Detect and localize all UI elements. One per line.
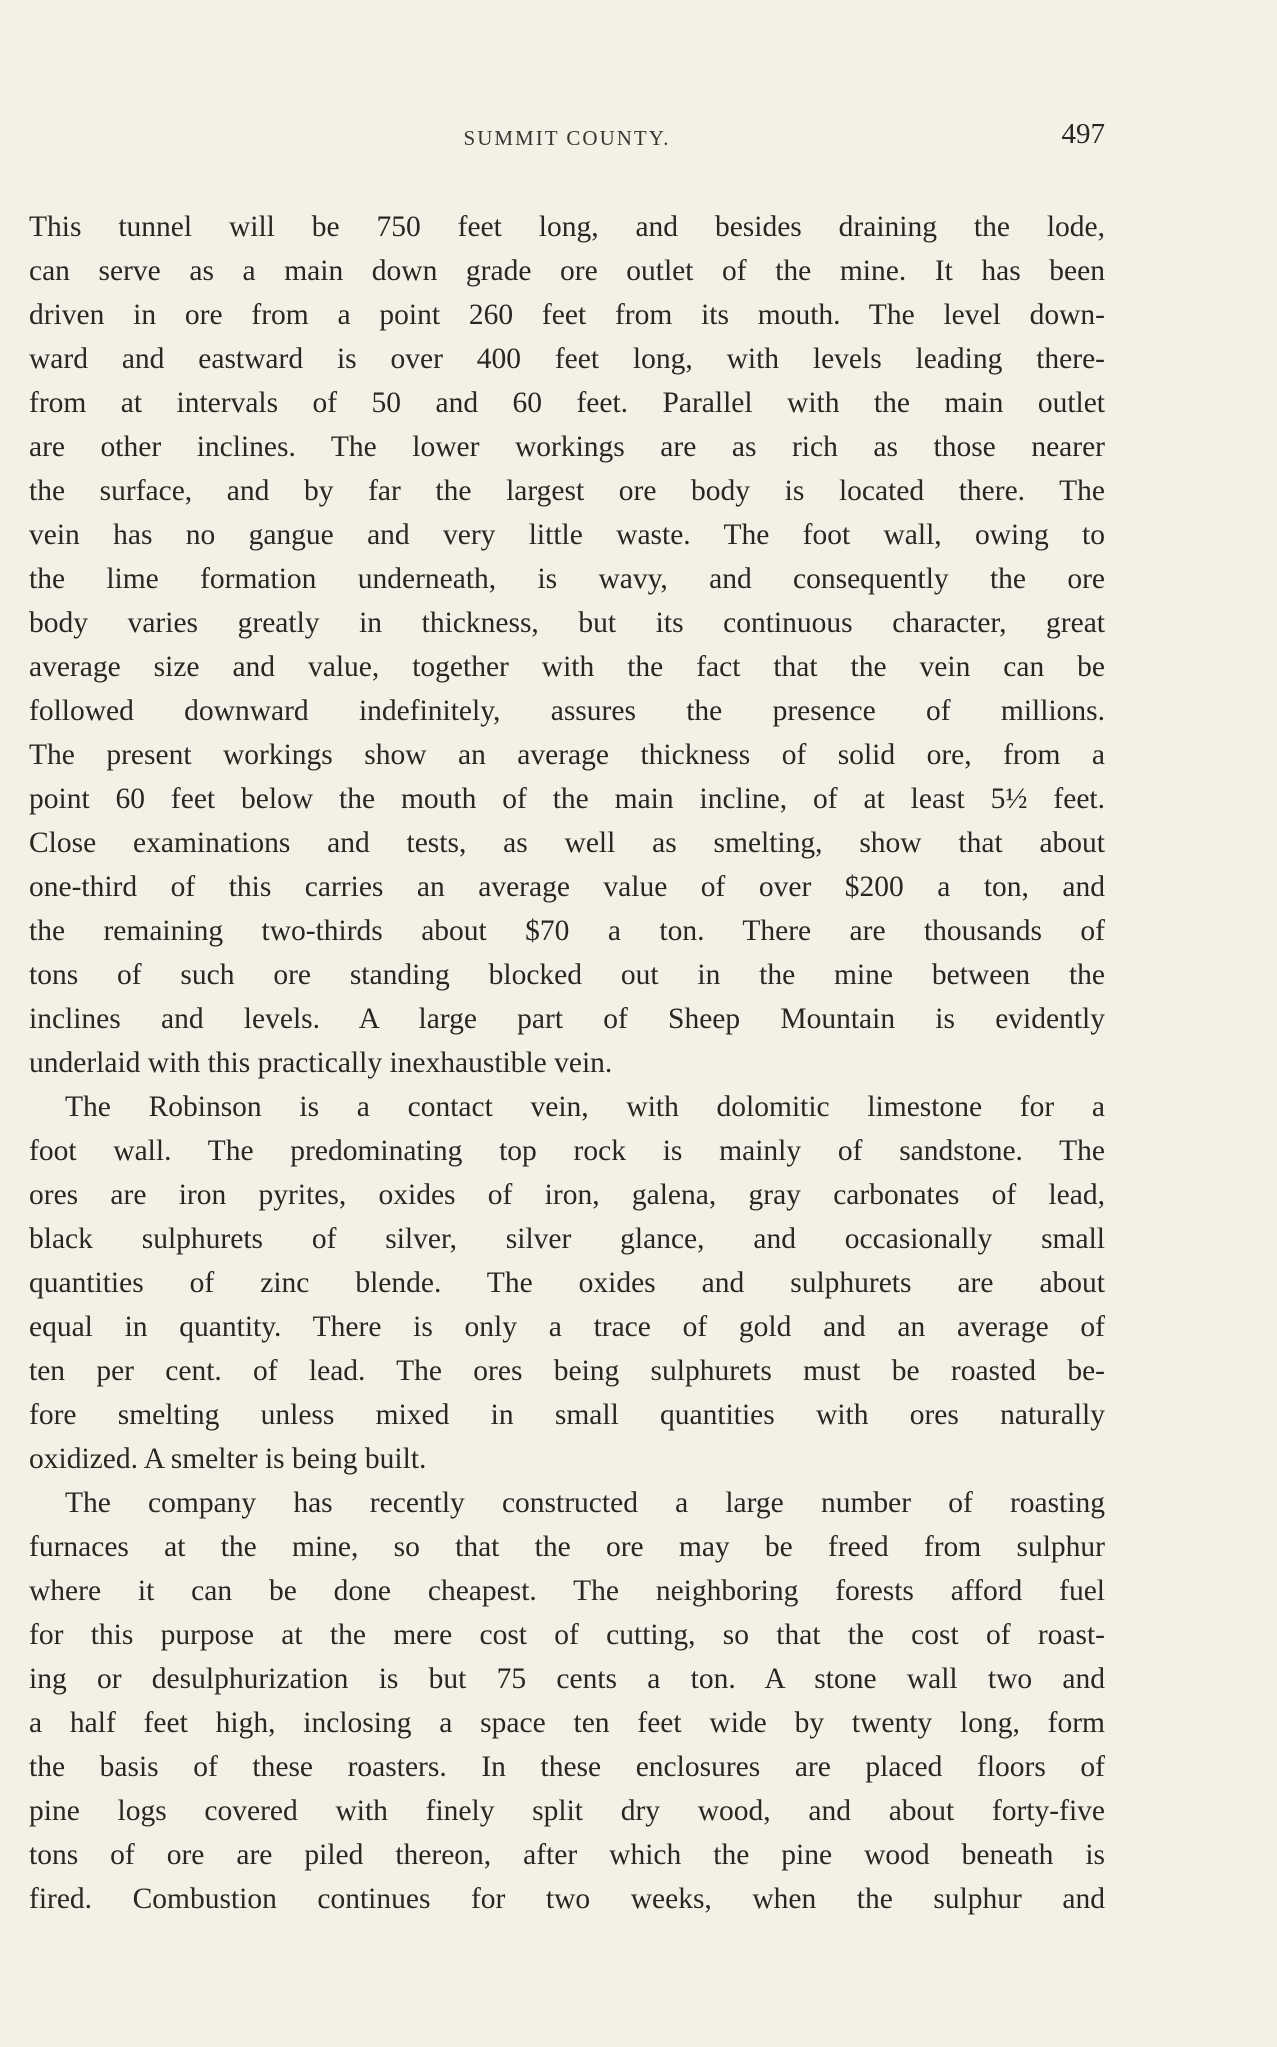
text-line: fore smelting unless mixed in small quantities with ores naturally [29,1399,1105,1431]
text-line: pine logs covered with finely split dry wood, and about forty-five [29,1795,1105,1827]
text-line: point 60 feet below the mouth of the main incline, of at least 5½ feet. [29,783,1105,815]
page-header-title: SUMMIT COUNTY. [463,126,671,150]
running-head [29,118,1105,158]
text-line: followed downward indefinitely, assures the presence of millions. [29,695,1105,727]
text-line: driven in ore from a point 260 feet from its mouth. The level down- [29,299,1105,331]
text-line: The Robinson is a contact vein, with dolomitic limestone for a [65,1091,1105,1123]
text-line: tons of ore are piled thereon, after which the pine wood beneath is [29,1839,1105,1871]
text-line: equal in quantity. There is only a trace of gold and an average of [29,1311,1105,1343]
text-line: foot wall. The predominating top rock is mainly of sandstone. The [29,1135,1105,1167]
text-line: one-third of this carries an average value of over $200 a ton, and [29,871,1105,903]
text-line: ward and eastward is over 400 feet long, with levels leading there- [29,343,1105,375]
body-text [29,205,1105,1921]
text-line: body varies greatly in thickness, but its continuous character, great [29,607,1105,639]
text-line: furnaces at the mine, so that the ore may be freed from sulphur [29,1531,1105,1563]
text-line: the basis of these roasters. In these enclosures are placed floors of [29,1751,1105,1783]
text-line: are other inclines. The lower workings are as rich as those nearer [29,431,1105,463]
text-line: ten per cent. of lead. The ores being sulphurets must be roasted be- [29,1355,1105,1387]
page-number: 497 [1061,118,1105,150]
text-line: the remaining two-thirds about $70 a ton. There are thousands of [29,915,1105,947]
text-line: fired. Combustion continues for two weeks, when the sulphur and [29,1883,1105,1915]
text-line: average size and value, together with the fact that the vein can be [29,651,1105,683]
text-line: ores are iron pyrites, oxides of iron, galena, gray carbonates of lead, [29,1179,1105,1211]
text-line: inclines and levels. A large part of Sheep Mountain is evidently [29,1003,1105,1035]
text-line: vein has no gangue and very little waste. The foot wall, owing to [29,519,1105,551]
text-line: for this purpose at the mere cost of cutting, so that the cost of roast- [29,1619,1105,1651]
text-line: ing or desulphurization is but 75 cents a ton. A stone wall two and [29,1663,1105,1695]
text-line: from at intervals of 50 and 60 feet. Parallel with the main outlet [29,387,1105,419]
text-line: can serve as a main down grade ore outlet of the mine. It has been [29,255,1105,287]
text-line: The present workings show an average thickness of solid ore, from a [29,739,1105,771]
text-line: The company has recently constructed a large number of roasting [65,1487,1105,1519]
text-line: quantities of zinc blende. The oxides and sulphurets are about [29,1267,1105,1299]
text-line: This tunnel will be 750 feet long, and besides draining the lode, [29,211,1105,243]
text-line: where it can be done cheapest. The neighboring forests afford fuel [29,1575,1105,1607]
text-line: black sulphurets of silver, silver glance, and occasionally small [29,1223,1105,1255]
text-line: the surface, and by far the largest ore body is located there. The [29,475,1105,507]
text-line: underlaid with this practically inexhaustible vein. [29,1047,613,1079]
text-line: a half feet high, inclosing a space ten feet wide by twenty long, form [29,1707,1105,1739]
text-line: the lime formation underneath, is wavy, and consequently the ore [29,563,1105,595]
text-line: tons of such ore standing blocked out in the mine between the [29,959,1105,991]
text-line: oxidized. A smelter is being built. [29,1443,427,1475]
text-line: Close examinations and tests, as well as smelting, show that about [29,827,1105,859]
